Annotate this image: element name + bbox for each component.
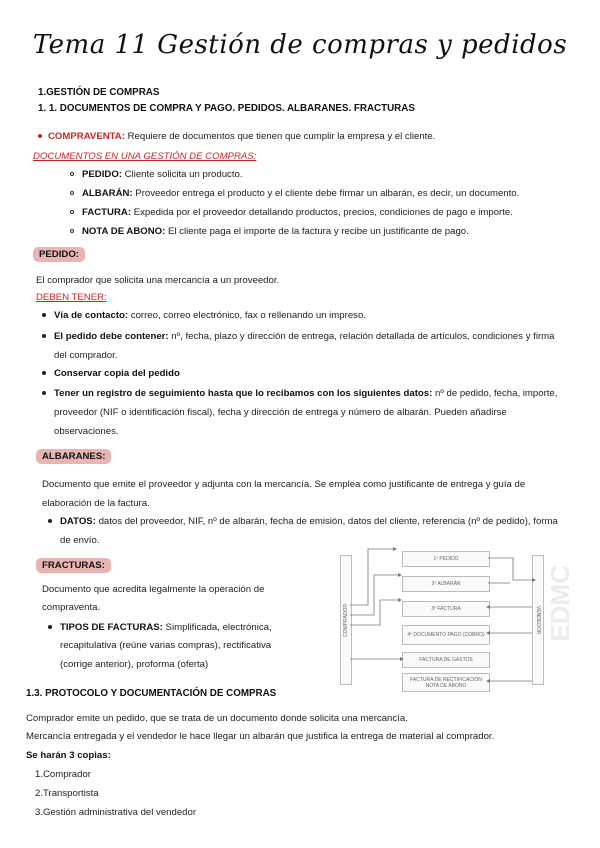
list-item: 2.Transportista <box>35 788 99 799</box>
bullet-icon <box>42 313 46 317</box>
flow-box: FACTURA DE GASTOS <box>402 652 490 668</box>
vendedor-column: VENDEDOR <box>532 555 544 685</box>
bullet-icon <box>42 371 46 375</box>
pedido-item-cont: del comprador. <box>54 350 118 361</box>
compraventa-item: COMPRAVENTA: Requiere de documentos que tienen que cumplir la empresa y el cliente. <box>38 131 435 142</box>
flow-box: 3º FACTURA <box>402 601 490 617</box>
fracturas-tipos-cont: (corrige anterior), proforma (oferta) <box>60 659 209 670</box>
paragraph: Comprador emite un pedido, que se trata de un documento donde solicita una mercancía. <box>26 713 408 724</box>
bullet-icon <box>42 334 46 338</box>
pedido-item-cont: proveedor (NIF o identificación fiscal), fecha y dirección de entrega y número de albarán. Pueden añadirse <box>54 407 507 418</box>
subsection-heading: 1. 1. DOCUMENTOS DE COMPRA Y PAGO. PEDIDOS. ALBARANES. FRACTURAS <box>38 103 415 114</box>
pedido-tag: PEDIDO: <box>33 249 85 260</box>
section-heading: 1.3. PROTOCOLO Y DOCUMENTACIÓN DE COMPRAS <box>26 688 277 699</box>
pedido-desc: El comprador que solicita una mercancía a un proveedor. <box>36 275 280 286</box>
docs-heading: DOCUMENTOS EN UNA GESTIÓN DE COMPRAS: <box>33 151 257 162</box>
list-item: 3.Gestión administrativa del vendedor <box>35 807 197 818</box>
fracturas-tipos: TIPOS DE FACTURAS: Simplificada, electrónica, <box>48 622 272 633</box>
albaranes-desc: elaboración de la factura. <box>42 498 150 509</box>
bullet-icon <box>42 391 46 395</box>
flow-box: 1º PEDIDO <box>402 551 490 567</box>
albaranes-datos-cont: de envío. <box>60 535 100 546</box>
fracturas-desc: compraventa. <box>42 602 101 613</box>
pedido-item: Conservar copia del pedido <box>42 368 180 379</box>
flow-box: 2º ALBARÁN <box>402 576 490 592</box>
doc-item: FACTURA: Expedida por el proveedor detallando productos, precios, condiciones de pago e importe. <box>70 207 513 218</box>
section-heading: 1.GESTIÓN DE COMPRAS <box>38 87 160 98</box>
bullet-icon <box>70 210 74 214</box>
albaranes-datos: DATOS: datos del proveedor, NIF, nº de albarán, fecha de emisión, datos del cliente, referencia (nº de pedido), forma <box>48 516 558 527</box>
bullet-icon <box>70 172 74 176</box>
flow-box: 4º DOCUMENTO PAGO (COBRO) <box>402 625 490 645</box>
bullet-icon <box>70 229 74 233</box>
bullet-icon <box>48 625 52 629</box>
bullet-icon <box>70 191 74 195</box>
flow-box: FACTURA DE RECTIFICACIÓN NOTA DE ABONO <box>402 673 490 692</box>
paragraph: Mercancía entregada y el vendedor le hace llegar un albarán que justifica la entrega de material al comprador. <box>26 731 495 742</box>
doc-item: PEDIDO: Cliente solicita un producto. <box>70 169 243 180</box>
bullet-icon <box>48 519 52 523</box>
doc-item: ALBARÁN: Proveedor entrega el producto y el cliente debe firmar un albarán, es decir, un documento. <box>70 188 519 199</box>
bullet-icon <box>38 134 42 138</box>
comprador-column: COMPRADOR <box>340 555 352 685</box>
page-title: Tema 11 Gestión de compras y pedidos <box>32 30 568 60</box>
pedido-item: Vía de contacto: correo, correo electrónico, fax o rellenando un impreso. <box>42 310 366 321</box>
albaranes-tag: ALBARANES: <box>36 451 111 462</box>
pedido-item-cont: observaciones. <box>54 426 119 437</box>
fracturas-desc: Documento que acredita legalmente la operación de <box>42 584 265 595</box>
flow-arrows <box>338 545 578 690</box>
deben-heading: DEBEN TENER: <box>36 292 107 303</box>
albaranes-desc: Documento que emite el proveedor y adjunta con la mercancía. Se emplea como justificante de entrega y guía de <box>42 479 526 490</box>
copias-heading: Se harán 3 copias: <box>26 750 111 761</box>
list-item: 1.Comprador <box>35 769 91 780</box>
doc-item: NOTA DE ABONO: El cliente paga el importe de la factura y recibe un justificante de pago. <box>70 226 469 237</box>
watermark: EDMC <box>545 565 575 642</box>
document-flow-diagram <box>338 545 578 690</box>
fracturas-tipos-cont: recapitulativa (reúne varias compras), rectificativa <box>60 640 272 651</box>
fracturas-tag: FRACTURAS: <box>36 560 111 571</box>
pedido-item: El pedido debe contener: nº, fecha, plazo y dirección de entrega, relación detallada de artículos, condiciones y firma <box>42 331 555 342</box>
pedido-item: Tener un registro de seguimiento hasta que lo recibamos con los siguientes datos: nº de pedido, fecha, importe, <box>42 388 557 399</box>
